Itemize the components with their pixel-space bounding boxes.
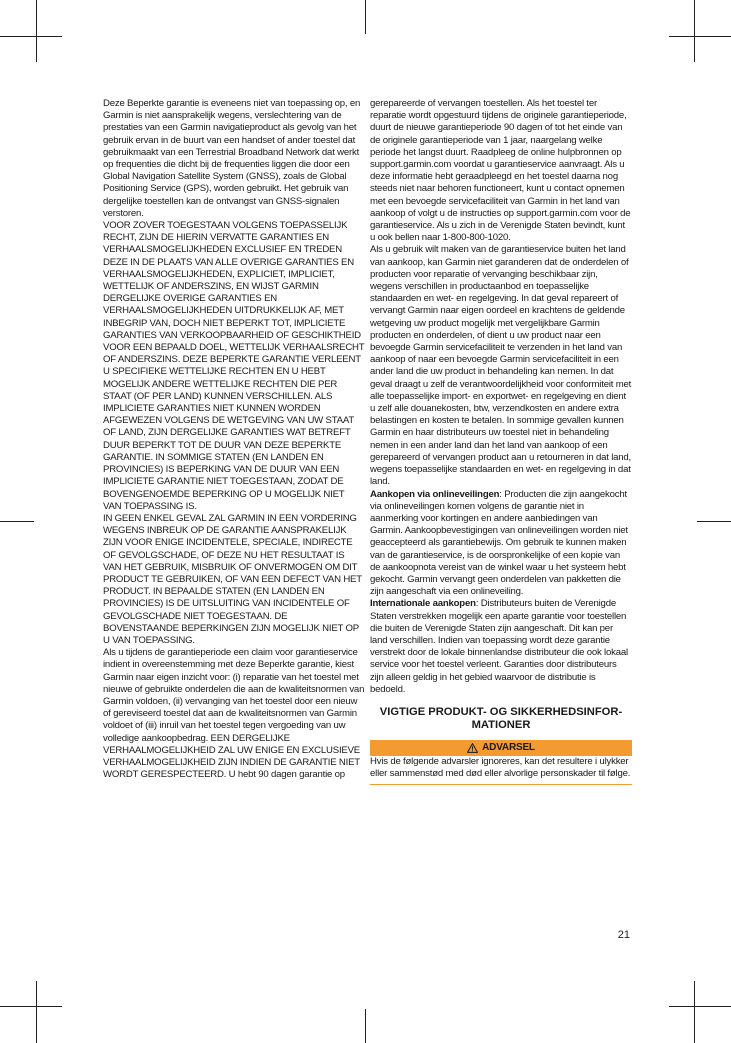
warning-triangle-icon — [467, 743, 478, 753]
right-column — [370, 98, 632, 785]
crop-mark — [669, 1006, 731, 1007]
paragraph-international-purchases — [370, 598, 632, 696]
paragraph-warranty-claim: Als u tijdens de garantieperiode een claim voor garantieservice indient in overeenstemming met deze Beperkte garantie, kiest Garmin naar eigen inzicht voor: (i) reparatie van het toestel met nieuwe of gebruikte onderdelen die aan de kwaliteitsnormen van Garmin voldoen, (ii) vervanging van het toestel door een nieuw of gereviseerd toestel dat aan de kwaliteitsnormen van Garmin voldoet of (iii) inruil van het toestel tegen vergoeding van uw volledige aankoopbedrag. EEN DERGELIJKE VERHAALMOGELIJKHEID ZAL UW ENIGE EN EXCLUSIEVE VERHAALMOGELIJKHEID ZIJN INDIEN DE GARANTIE NIET WORDT GERESPECTEERD. U hebt 90 dagen garantie op — [103, 647, 365, 781]
warning-text: Hvis de følgende advarsler ignoreres, kan det resultere i ulykker eller sammenstød med død eller alvorlige personskader til følge. — [370, 756, 632, 785]
page-number: 21 — [617, 929, 630, 941]
crop-mark — [0, 521, 34, 522]
crop-mark — [694, 981, 695, 1043]
paragraph-service-abroad: Als u gebruik wilt maken van de garantieservice buiten het land van aankoop, kan Garmin niet garanderen dat de onderdelen of producten voor reparatie of vervanging beschikbaar zijn, wegens verschillen in productaanbod en toepasselijke standaarden en wet- en regelgeving. In dat geval repareert of vervangt Garmin naar eigen oordeel en krachtens de geldende wetgeving uw product mogelijk met vergelijkbare Garmin producten en onderdelen, of dient u uw product naar een bevoegde Garmin servicefaciliteit te verzenden in het land van aankoop of naar een bevoegde Garmin servicefaciliteit in een ander land die uw product in behandeling kan nemen. In dat geval draagt u zelf de verantwoordelijkheid voor conformiteit met alle toepasselijke import- en exportwet- en regelgeving en dient u zelf alle douanekosten, btw, verzendkosten en andere extra belastingen en kosten te betalen. In sommige gevallen kunnen Garmin en haar distributeurs uw toestel niet in behandeling nemen in een ander land dan het land van aankoop of een gerepareerd of vervangen product aan u retourneren in dat land, wegens toepasselijke standaarden en wet- en regelgeving in dat land. — [370, 244, 632, 488]
warning-banner — [370, 740, 632, 756]
paragraph-repair-period: gerepareerde of vervangen toestellen. Als het toestel ter reparatie wordt opgestuurd tijdens de originele garantieperiode, duurt de nieuwe garantieperiode 90 dagen of tot het einde van de originele garantieperiode van 1 jaar, naargelang welke periode het langst duurt. Raadpleeg de online hulpbronnen op support.garmin.com voordat u garantieservice aanvraagt. Als u deze informatie hebt geraadpleegd en het toestel daarna nog steeds niet naar behoren functioneert, kunt u contact opnemen met een bevoegde servicefaciliteit van Garmin in het land van aankoop of volgt u de instructies op support.garmin.com voor de garantieservice. Als u zich in de Verenigde Staten bevindt, kunt u ook bellen naar 1-800-800-1020. — [370, 98, 631, 244]
international-purchases-text: : Distributeurs buiten de Verenigde Staten verstrekken mogelijk een aparte garantie voor toestellen die buiten de Verenigde Staten zijn aangeschaft. Dit kan per land verschillen. Indien van toepassing wordt deze garantie verstrekt door de lokale binnenlandse distributeur die ook lokaal service voor het toestel verleent. Garanties door distributeurs zijn alleen geldig in het gebied waarvoor de distributie is bedoeld. — [370, 598, 628, 695]
online-auctions-label: Aankopen via onlineveilingen — [370, 488, 500, 500]
crop-mark — [697, 521, 731, 522]
international-purchases-label: Internationale aankopen — [370, 598, 476, 610]
paragraph-signal-interference: Deze Beperkte garantie is eveneens niet van toepassing op, en Garmin is niet aansprakelijk wegens, verslechtering van de prestaties van een Garmin navigatieproduct als gevolg van het gebruik ervan in de buurt van een handset of ander toestel dat gebruikmaakt van een Terrestrial Broadband Network dat werkt op frequenties die dicht bij de frequenties liggen die door een Global Navigation Satellite System (GNSS), zoals de Global Positioning Service (GPS), worden gebruikt. Het gebruik van dergelijke toestellen kan de ontvangst van GNSS-signalen verstoren. — [103, 98, 361, 219]
left-column — [103, 98, 365, 781]
crop-mark — [0, 1006, 62, 1007]
crop-mark — [365, 1009, 366, 1043]
paragraph-online-auctions — [370, 489, 632, 599]
online-auctions-text: : Producten die zijn aangekocht via onlineveilingen komen volgens de garantie niet in aanmerking voor kortingen en andere aanbiedingen van Garmin. Aankoopbevestigingen van onlineveilingen worden niet geaccepteerd als garantiebewijs. Om gebruik te kunnen maken van de garantieservice, is de oorspronkelijke of een kopie van de aankoopnota vereist van de winkel waar u het systeem hebt gekocht. Garmin vervangt geen onderdelen van pakketten die zijn aangeschaft via een onlineveiling. — [370, 488, 628, 598]
crop-mark — [0, 36, 62, 37]
warning-label: ADVARSEL — [482, 741, 535, 753]
crop-mark — [694, 0, 695, 62]
crop-mark — [36, 981, 37, 1043]
crop-mark — [365, 0, 366, 34]
crop-mark — [36, 0, 37, 62]
paragraph-liability-limitation: IN GEEN ENKEL GEVAL ZAL GARMIN IN EEN VORDERING WEGENS INBREUK OP DE GARANTIE AANSPRAKELIJK ZIJN VOOR ENIGE INCIDENTELE, SPECIALE, INDIRECTE OF GEVOLGSCHADE, OF DEZE NU HET RESULTAAT IS VAN HET GEBRUIK, MISBRUIK OF ONVERMOGEN OM DIT PRODUCT TE GEBRUIKEN, OF VAN EEN DEFECT VAN HET PRODUCT. IN BEPAALDE STATEN (EN LANDEN EN PROVINCIES) IS DE UITSLUITING VAN INCIDENTELE OF GEVOLGSCHADE NIET TOEGESTAAN. DE BOVENSTAANDE BEPERKINGEN ZIJN MOGELIJK NIET OP U VAN TOEPASSING. — [103, 512, 362, 646]
paragraph-disclaimer-warranties: VOOR ZOVER TOEGESTAAN VOLGENS TOEPASSELIJK RECHT, ZIJN DE HIERIN VERVATTE GARANTIES EN VERHAALSMOGELIJKHEDEN EXCLUSIEF EN TREDEN DEZE IN DE PLAATS VAN ALLE OVERIGE GARANTIES EN VERHAALSMOGELIJKHEDEN, EXPLICIET, IMPLICIET, WETTELIJK OF ANDERSZINS, EN WIJST GARMIN DERGELIJKE OVERIGE GARANTIES EN VERHAALSMOGELIJKHEDEN UITDRUKKELIJK AF, MET INBEGRIP VAN, DOCH NIET BEPERKT TOT, IMPLICIETE GARANTIES VAN VERKOOPBAARHEID OF GESCHIKTHEID VOOR EEN BEPAALD DOEL, WETTELIJK VERHAALSRECHT OF ANDERSZINS. DEZE BEPERKTE GARANTIE VERLEENT U SPECIFIEKE WETTELIJKE RECHTEN EN U HEBT MOGELIJK ANDERE WETTELIJKE RECHTEN DIE PER STAAT (OF PER LAND) KUNNEN VERSCHILLEN. ALS IMPLICIETE GARANTIES NIET KUNNEN WORDEN AFGEWEZEN VOLGENS DE WETGEVING VAN UW STAAT OF LAND, ZIJN DERGELIJKE GARANTIES WAT BETREFT DUUR BEPERKT TOT DE DUUR VAN DEZE BEPERKTE GARANTIE. IN SOMMIGE STATEN (EN LANDEN EN PROVINCIES) IS BEPERKING VAN DE DUUR VAN EEN IMPLICIETE GARANTIE NIET TOEGESTAAN, ZODAT DE BOVENGENOEMDE BEPERKING OP U MOGELIJK NIET VAN TOEPASSING IS. — [103, 220, 365, 512]
crop-mark — [669, 36, 731, 37]
section-title: VIGTIGE PRODUKT- OG SIKKERHEDSINFOR-MATIONER — [379, 705, 623, 731]
